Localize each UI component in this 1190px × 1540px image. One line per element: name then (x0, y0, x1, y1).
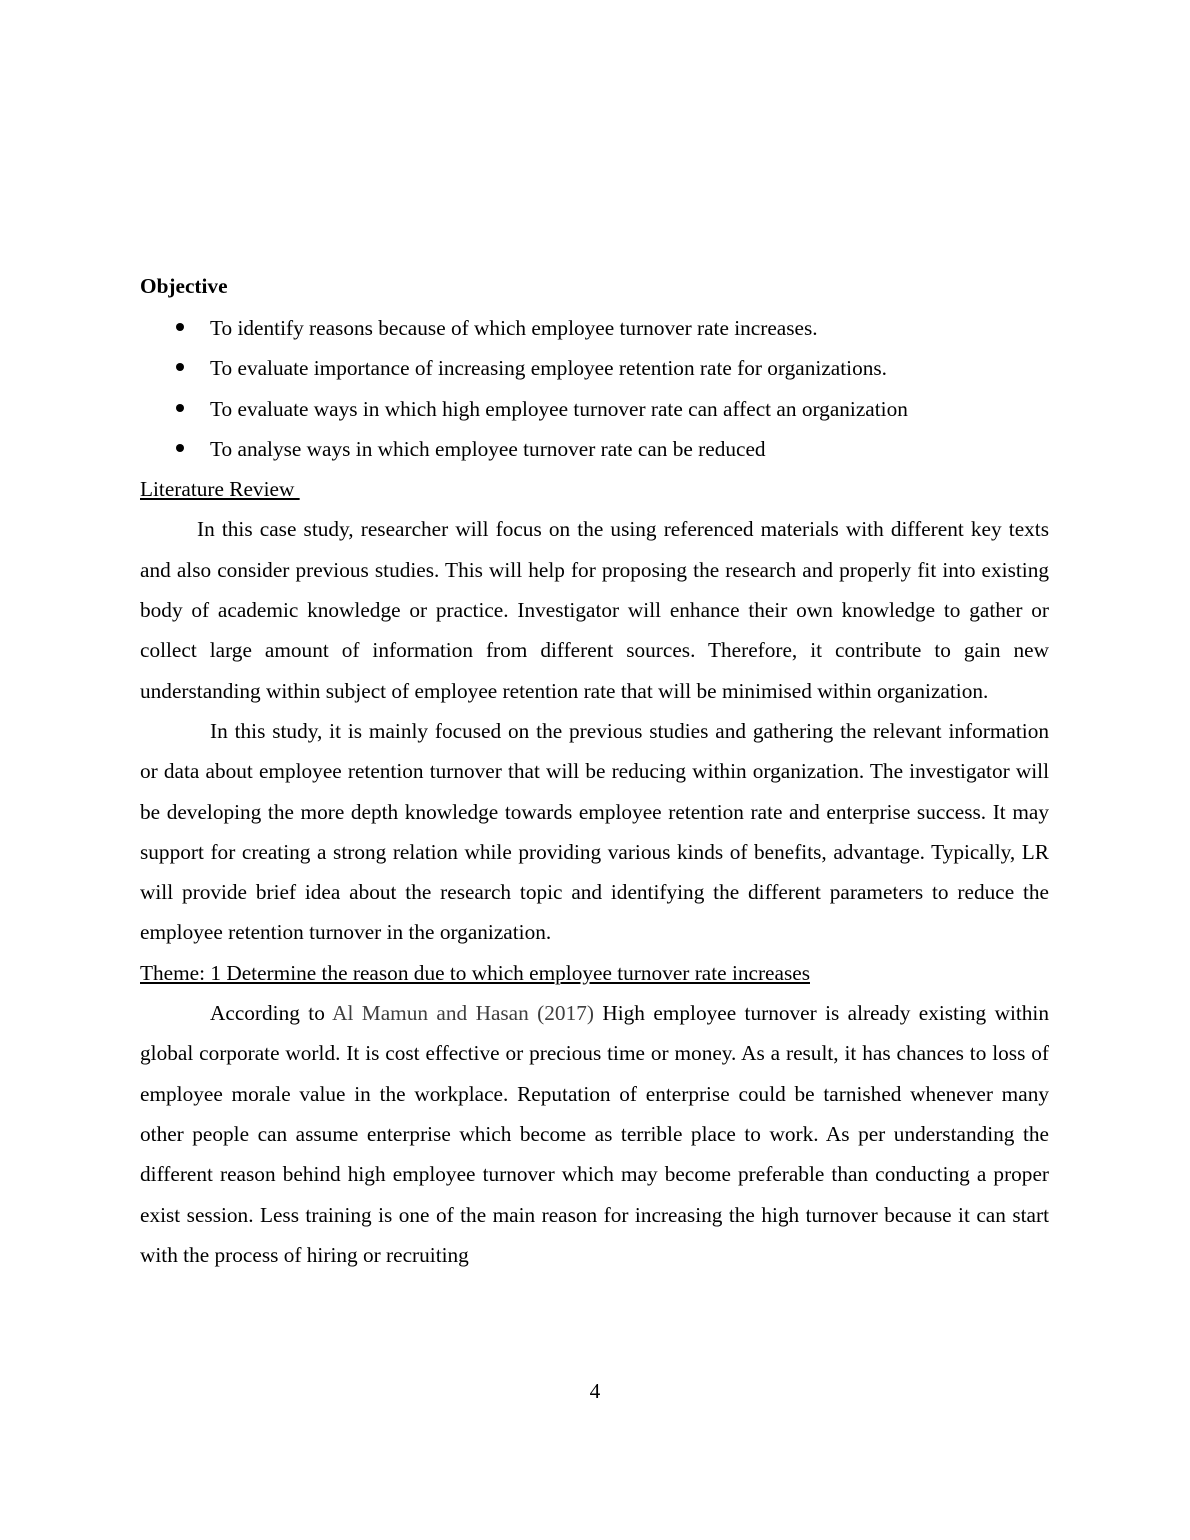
list-item (140, 389, 1049, 429)
theme-1-paragraph (140, 993, 1049, 1275)
list-item (140, 348, 1049, 388)
bullet-icon (176, 363, 184, 371)
list-item-text: To evaluate ways in which high employee turnover rate can affect an organization (210, 396, 908, 421)
list-item-text: To analyse ways in which employee turnover rate can be reduced (210, 436, 766, 461)
theme-1-heading: Theme: 1 Determine the reason due to which employee turnover rate increases (140, 960, 810, 985)
list-item-text: To evaluate importance of increasing employee retention rate for organizations. (210, 356, 887, 381)
list-item (140, 308, 1049, 348)
paragraph-lead-text: According to (210, 1001, 333, 1026)
objective-list (140, 308, 1049, 469)
list-item (140, 429, 1049, 469)
citation: Al Mamun and Hasan (2017) (332, 1001, 594, 1026)
literature-review-paragraph-1: In this case study, researcher will focus on the using referenced materials with different key texts and also consider previous studies. This will help for proposing the research and properly fit into existing body of academic knowledge or practice. Investigator will enhance their own knowledge to gather or collect large amount of information from different sources. Therefore, it contribute to gain new understanding within subject of employee retention rate that will be minimised within organization. (140, 517, 1049, 703)
bullet-icon (176, 404, 184, 412)
page-content (140, 268, 1049, 1275)
bullet-icon (176, 444, 184, 452)
objective-heading: Objective (140, 274, 228, 298)
list-item-text: To identify reasons because of which employee turnover rate increases. (210, 316, 818, 340)
paragraph-body-text: High employee turnover is already existing within global corporate world. It is cost effective or precious time or money. As a result, it has chances to loss of employee morale value in the workplace. Reputation of enterprise could be tarnished whenever many other people can assume enterprise which become as terrible place to work. As per understanding the different reason behind high employee turnover which may become preferable than conducting a proper exist session. Less training is one of the main reason for increasing the high turnover because it can start with the process of hiring or recruiting (140, 1001, 1050, 1267)
page-number: 4 (589, 1379, 601, 1403)
literature-review-paragraph-2: In this study, it is mainly focused on the previous studies and gathering the relevant information or data about employee retention turnover that will be reducing within organization. The investigator will be developing the more depth knowledge towards employee retention rate and enterprise success. It may support for creating a strong relation while providing various kinds of benefits, advantage. Typically, LR will provide brief idea about the research topic and identifying the different parameters to reduce the employee retention turnover in the organization. (140, 718, 1049, 945)
literature-review-heading: Literature Review (140, 477, 300, 502)
bullet-icon (176, 323, 184, 331)
